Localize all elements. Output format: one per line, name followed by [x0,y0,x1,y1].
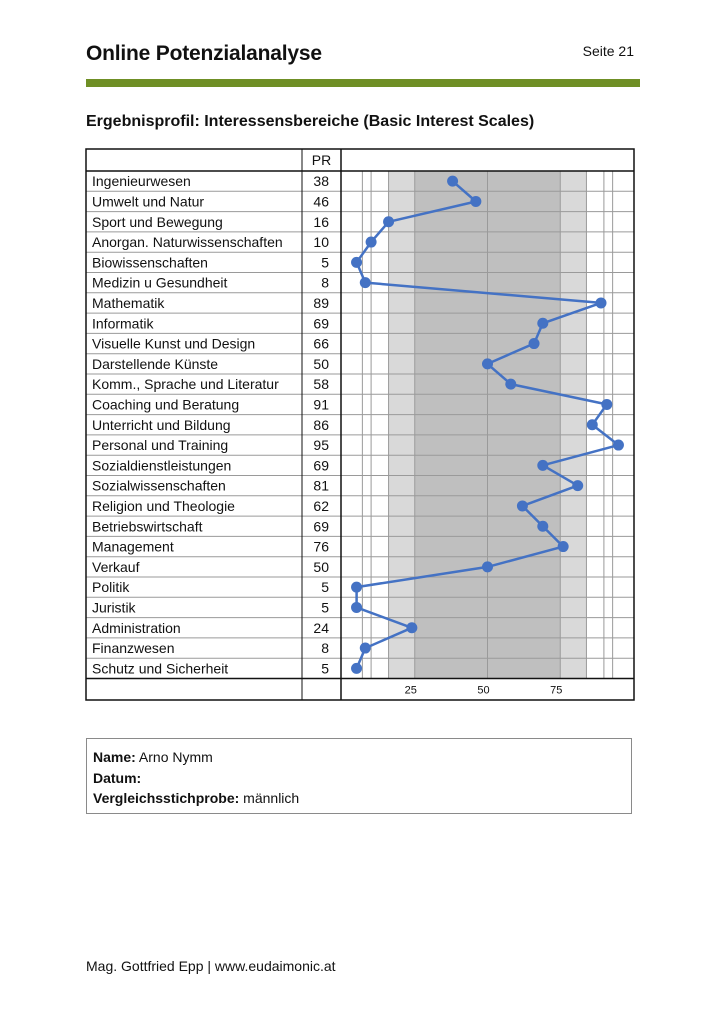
data-point [351,257,362,268]
data-point [613,440,624,451]
data-point [351,663,362,674]
data-point [351,582,362,593]
data-point [558,541,569,552]
category-label: Religion und Theologie [92,497,235,514]
pr-value: 62 [313,497,329,514]
data-point [447,176,458,187]
category-label: Coaching und Beratung [92,396,240,413]
x-tick-label: 75 [550,684,563,697]
name-value: Arno Nymm [138,749,213,765]
category-label: Betriebswirtschaft [92,518,203,535]
pr-value: 95 [313,437,329,454]
category-label: Visuelle Kunst und Design [92,335,256,352]
data-point [383,216,394,227]
category-label: Medizin u Gesundheit [92,274,228,291]
data-point [587,419,598,430]
page-title: Online Potenzialanalyse [86,42,322,65]
page-number: Seite 21 [582,43,634,59]
pr-value: 69 [313,518,329,535]
data-point [470,196,481,207]
category-label: Biowissenschaften [92,254,208,271]
pr-value: 86 [313,416,329,433]
section-title: Ergebnisprofil: Interessensbereiche (Basic Interest Scales) [86,113,535,130]
pr-value: 10 [313,234,329,251]
category-label: Sozialwissenschaften [92,477,226,494]
pr-value: 58 [313,376,329,393]
data-point [595,297,606,308]
category-label: Ingenieurwesen [92,173,191,190]
sample-value: männlich [243,790,300,806]
column-header-pr: PR [311,152,332,168]
pr-value: 66 [313,335,329,352]
x-tick-label: 50 [477,684,490,697]
data-point [482,358,493,369]
pr-value: 5 [321,254,329,271]
pr-value: 5 [321,599,329,616]
band-light-right [560,171,586,679]
date-label: Datum: [93,769,142,786]
pr-value: 8 [321,640,329,657]
category-label: Umwelt und Natur [92,193,205,210]
category-label: Politik [92,579,130,596]
pr-value: 24 [313,619,329,636]
data-point [517,500,528,511]
pr-value: 38 [313,173,329,190]
info-date-row [93,768,625,789]
x-tick-label: 25 [404,684,417,697]
category-label: Informatik [92,315,154,332]
category-label: Anorgan. Naturwissenschaften [92,234,283,251]
category-label: Darstellende Künste [92,355,219,372]
pr-value: 89 [313,294,329,311]
footer: Mag. Gottfried Epp | www.eudaimonic.at [86,958,336,974]
category-label: Finanzwesen [92,640,175,657]
pr-value: 46 [313,193,329,210]
category-label: Administration [92,619,181,636]
data-point [572,480,583,491]
data-point [366,237,377,248]
category-label: Management [92,538,174,555]
pr-value: 8 [321,274,329,291]
category-label: Sport und Bewegung [92,213,223,230]
category-label: Schutz und Sicherheit [92,660,229,677]
pr-value: 76 [313,538,329,555]
data-point [351,602,362,613]
category-label: Komm., Sprache und Literatur [92,376,279,393]
category-label: Verkauf [92,558,140,575]
name-label: Name: [93,749,136,765]
data-point [406,622,417,633]
category-label: Mathematik [92,294,165,311]
pr-value: 81 [313,477,329,494]
pr-value: 50 [313,558,329,575]
info-sample-row [93,788,625,809]
data-point [537,318,548,329]
data-point [537,521,548,532]
data-point [601,399,612,410]
pr-value: 16 [313,213,329,230]
pr-value: 50 [313,355,329,372]
band-light-left [389,171,415,679]
info-name-row [93,747,625,768]
data-point [529,338,540,349]
category-label: Sozialdienstleistungen [92,457,232,474]
pr-value: 5 [321,579,329,596]
pr-value: 69 [313,315,329,332]
pr-value: 5 [321,660,329,677]
data-point [360,643,371,654]
data-point [537,460,548,471]
pr-value: 91 [313,396,329,413]
data-point [505,379,516,390]
category-label: Personal und Training [92,437,229,454]
category-label: Unterricht und Bildung [92,416,231,433]
data-point [360,277,371,288]
info-box [86,738,632,814]
pr-value: 69 [313,457,329,474]
category-label: Juristik [92,599,136,616]
data-point [482,561,493,572]
sample-label: Vergleichsstichprobe: [93,790,240,806]
